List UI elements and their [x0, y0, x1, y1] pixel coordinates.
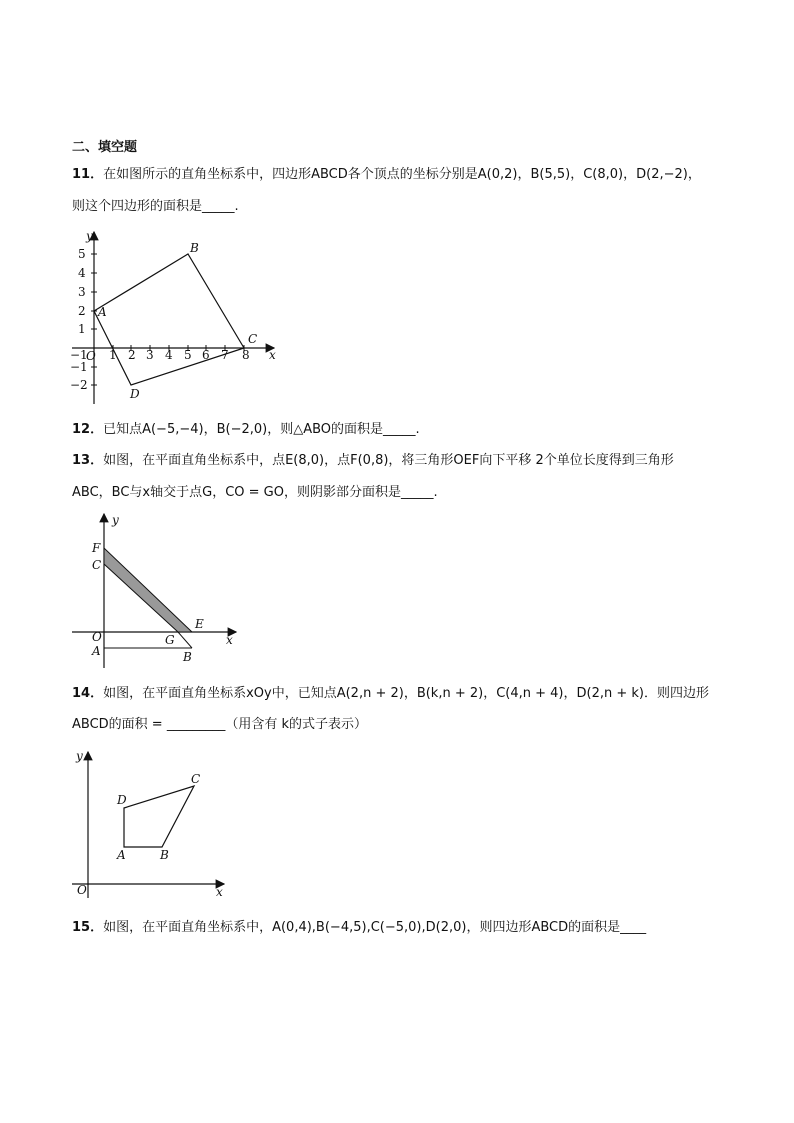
q13-label-B: B [183, 650, 192, 664]
q15-text: 如图，在平面直角坐标系中，A(0,4),B(−4,5),C(−5,0),D(2,0)，则四边形ABCD的面积是____ [103, 920, 647, 935]
q11-ytick: 3 [78, 285, 86, 299]
q13-label-y: y [112, 513, 119, 527]
q11-label-B: B [190, 241, 199, 255]
q14-number: 14． [72, 686, 104, 701]
q13-label-G: G [165, 633, 175, 647]
q11-ytick: 2 [78, 304, 86, 318]
q11-xtick: 7 [221, 348, 229, 362]
section-title: 二、填空题 [72, 140, 138, 155]
q11-label-O: O [86, 349, 96, 363]
q13-line2: ABC，BC与x轴交于点G，CO = GO，则阴影部分面积是_____. [72, 485, 438, 500]
q14-label-y: y [76, 749, 83, 763]
q11-xtick: 3 [146, 348, 154, 362]
q12-text: 已知点A(−5,−4)，B(−2,0)，则△ABO的面积是_____. [103, 422, 420, 437]
q11-ytick: 4 [78, 266, 86, 280]
q15-line1 [72, 919, 646, 937]
q11-ticks [91, 254, 244, 385]
q13-label-E: E [195, 617, 204, 631]
q13-label-C: C [92, 558, 102, 572]
q13-line1 [72, 452, 674, 470]
q11-xtick: 6 [202, 348, 210, 362]
q14-text: 如图，在平面直角坐标系xOy中，已知点A(2,n + 2)，B(k,n + 2)，C(4,n + 4)，D(2,n + k)．则四边形 [103, 686, 709, 701]
q11-xtick: −1 [70, 348, 88, 362]
q11-line1 [72, 166, 701, 184]
q11-line2: 则这个四边形的面积是_____. [72, 199, 239, 214]
q11-xtick: 2 [128, 348, 136, 362]
q14-label-C: C [191, 772, 201, 786]
q14-label-A: A [117, 848, 126, 862]
q11-number: 11． [72, 167, 104, 182]
q11-label-D: D [130, 387, 140, 401]
q14-label-D: D [117, 793, 127, 807]
q13-label-O: O [92, 630, 102, 644]
q11-label-C: C [248, 332, 258, 346]
q11-xtick: 4 [165, 348, 173, 362]
q14-quadrilateral [124, 786, 194, 847]
q14-line2: ABCD的面积 = _________（用含有 k的式子表示） [72, 717, 367, 732]
q13-label-A: A [92, 644, 101, 658]
q13-label-F: F [92, 541, 101, 555]
q13-figure [70, 510, 250, 670]
q14-figure [70, 748, 240, 898]
q14-line1 [72, 685, 709, 703]
q13-number: 13． [72, 453, 104, 468]
q13-label-x: x [226, 633, 233, 647]
q14-label-x: x [216, 885, 223, 899]
q11-ytick: 1 [78, 322, 86, 336]
q14-label-B: B [160, 848, 169, 862]
q11-xtick: 1 [109, 348, 117, 362]
q11-ytick: −1 [70, 360, 88, 374]
q11-ytick: 5 [78, 247, 86, 261]
q11-text: 在如图所示的直角坐标系中，四边形ABCD各个顶点的坐标分别是A(0,2)，B(5,5)，C(8,0)，D(2,−2)， [103, 167, 701, 182]
q11-xtick: 8 [242, 348, 250, 362]
q11-label-A: A [98, 305, 107, 319]
q11-xtick: 5 [184, 348, 192, 362]
q13-text: 如图，在平面直角坐标系中，点E(8,0)，点F(0,8)，将三角形OEF向下平移 2个单位长度得到三角形 [103, 453, 674, 468]
q14-label-O: O [77, 883, 87, 897]
q11-label-y: y [86, 229, 93, 243]
q13-shaded-region [104, 548, 192, 632]
q11-figure [66, 226, 286, 406]
q11-ytick: −2 [70, 378, 88, 392]
q11-label-x: x [269, 348, 276, 362]
q12-line1 [72, 421, 420, 439]
q11-quadrilateral [94, 254, 244, 385]
q12-number: 12． [72, 422, 104, 437]
q13-segment-GB [178, 632, 192, 648]
q15-number: 15． [72, 920, 104, 935]
